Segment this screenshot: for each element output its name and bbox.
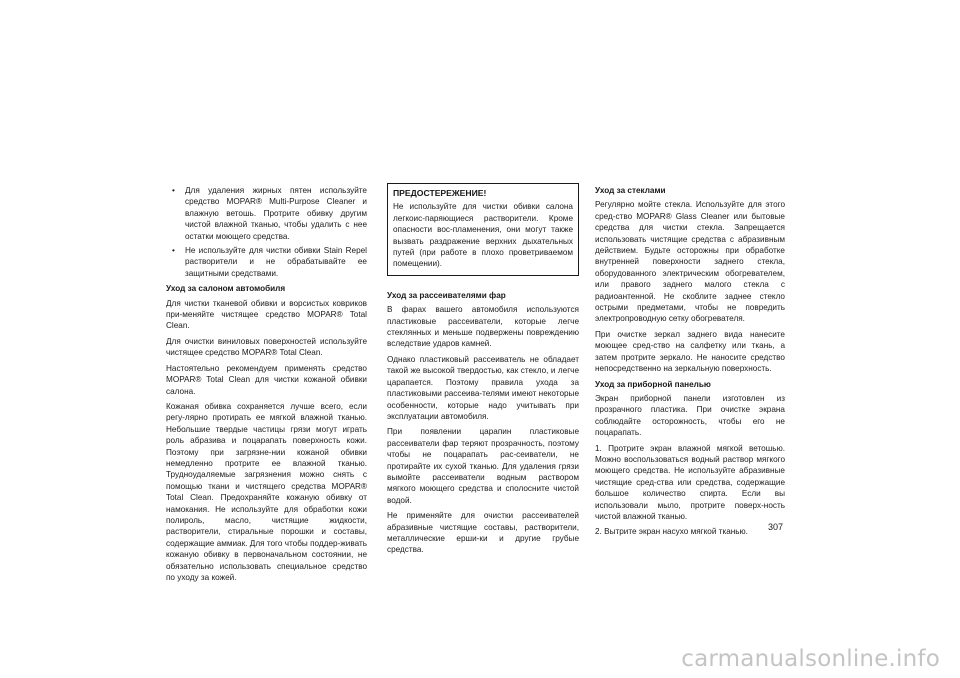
paragraph: 2. Вытрите экран насухо мягкой тканью. (595, 527, 748, 537)
warning-title: ПРЕДОСТЕРЕЖЕНИЕ! (393, 188, 487, 198)
paragraph: Для очистки виниловых поверхностей используйте чистящее средство MOPAR® Total Clean. (166, 336, 367, 358)
paragraph: Регулярно мойте стекла. Используйте для этого сред-ство MOPAR® Glass Cleaner или бытовые средства для чистки стекла. Запрещается использовать чистящие средства с абразивным действием. Будьте осторожны при обработке внутренней поверхности заднего стекла, оборудованного электрическим обогревателем, или правого заднего малого стекла с радиоантенной. Не скоблите заднее стекло острыми предметами, чтобы не повредить электропроводную сетку обогревателя. (595, 200, 785, 324)
section-heading-instrument-panel: Уход за приборной панелью (595, 379, 711, 389)
bullet-item: • Для удаления жирных пятен используйте средство MOPAR® Multi-Purpose Cleaner и влажную ветошь. Протрите обивку другим чистой влажной тканью, чтобы удалить с нее остатки моющего средства. (166, 185, 367, 242)
section-heading-headlamps: Уход за рассеивателями фар (387, 290, 506, 300)
paragraph: Настоятельно рекомендуем применять средство MOPAR® Total Clean для чистки кожаной обивки салона. (166, 363, 367, 396)
paragraph: Для чистки тканевой обивки и ворсистых ковриков при-меняйте чистящее средство MOPAR® Total Clean. (166, 298, 367, 331)
warning-box (387, 183, 579, 276)
paragraph: Кожаная обивка сохраняется лучше всего, если регу-лярно протирать ее мягкой влажной тканью. Небольшие твердые частицы грязи могут играть роль абразива и поцарапать поверхность кожи. Поэтому при загрязне-нии кожаной обивки немедленно протрите ее влажной тканью. Трудноудаляемые загрязнения можно снять с помощью ткани и чистящего средства MOPAR® Total Clean. Предохраняйте кожаную обивку от намокания. Не используйте для обработки кожи полироль, масло, чистящие жидкости, растворители, стиральные порошки и составы, содержащие аммиак. Для того чтобы поддер-живать кожаную обивку в первоначальном состоянии, не обязательно использовать специальное средство по уходу за кожей. (166, 401, 367, 582)
column-left (166, 185, 367, 587)
paragraph: 1. Протрите экран влажной мягкой ветошью. Можно воспользоваться водный раствор мягкого моющего средства. Не используйте абразивные чистящие сред-ства или средства, содержащие большое количество спирта. Если вы использовали мыло, протрите поверх-ность чистой влажной тканью. (595, 443, 785, 521)
warning-text: Не используйте для чистки обивки салона легкоис-паряющиеся растворители. Кроме опасности вос-пламенения, они могут также вызвать раздражение верхних дыхательных путей (при работе в плохо проветриваемом помещении). (393, 202, 573, 269)
paragraph: В фарах вашего автомобиля используются пластиковые рассеиватели, которые легче стеклянных и меньше подвержены повреждению вследствие ударов камней. (387, 305, 579, 349)
bullet-list (166, 185, 367, 279)
column-middle (387, 185, 579, 560)
paragraph: Не применяйте для очистки рассеивателей абразивные чистящие составы, растворители, металлические ерши-ки и другие грубые средства. (387, 511, 579, 555)
paragraph: Экран приборной панели изготовлен из прозрачного пластика. При очистке экрана соблюдайте осторожность, чтобы его не поцарапать. (595, 393, 785, 438)
page-number: 307 (768, 522, 784, 532)
paragraph: При очистке зеркал заднего вида нанесите моющее сред-ство на салфетку или ткань, а затем протрите зеркало. Не наносите средство непосредственно на зеркальную поверхность. (595, 329, 785, 374)
section-heading-interior: Уход за салоном автомобиля (166, 284, 286, 294)
paragraph: При появлении царапин пластиковые рассеиватели фар теряют прозрачность, поэтому чтобы не поцарапать рас-сеиватели, не протирайте их сухой тканью. Для удаления грязи вымойте рассеиватели водным раствором мягкого моющего средства и сполосните чистой водой. (387, 427, 579, 505)
column-right (595, 185, 785, 542)
paragraph: Однако пластиковый рассеиватель не обладает такой же высокой твердостью, как стекло, и легче царапается. Поэтому правила ухода за пластиковыми рассеива-телями имеют некоторые особенности, которые надо учитывать при эксплуатации автомобиля. (387, 354, 579, 421)
section-heading-glass: Уход за стеклами (595, 186, 666, 195)
bullet-item: • Не используйте для чистки обивки Stain Repel растворители и не обрабатывайте ее защитными средствами. (166, 245, 367, 279)
watermark: carmanualsonline.info (681, 646, 940, 672)
